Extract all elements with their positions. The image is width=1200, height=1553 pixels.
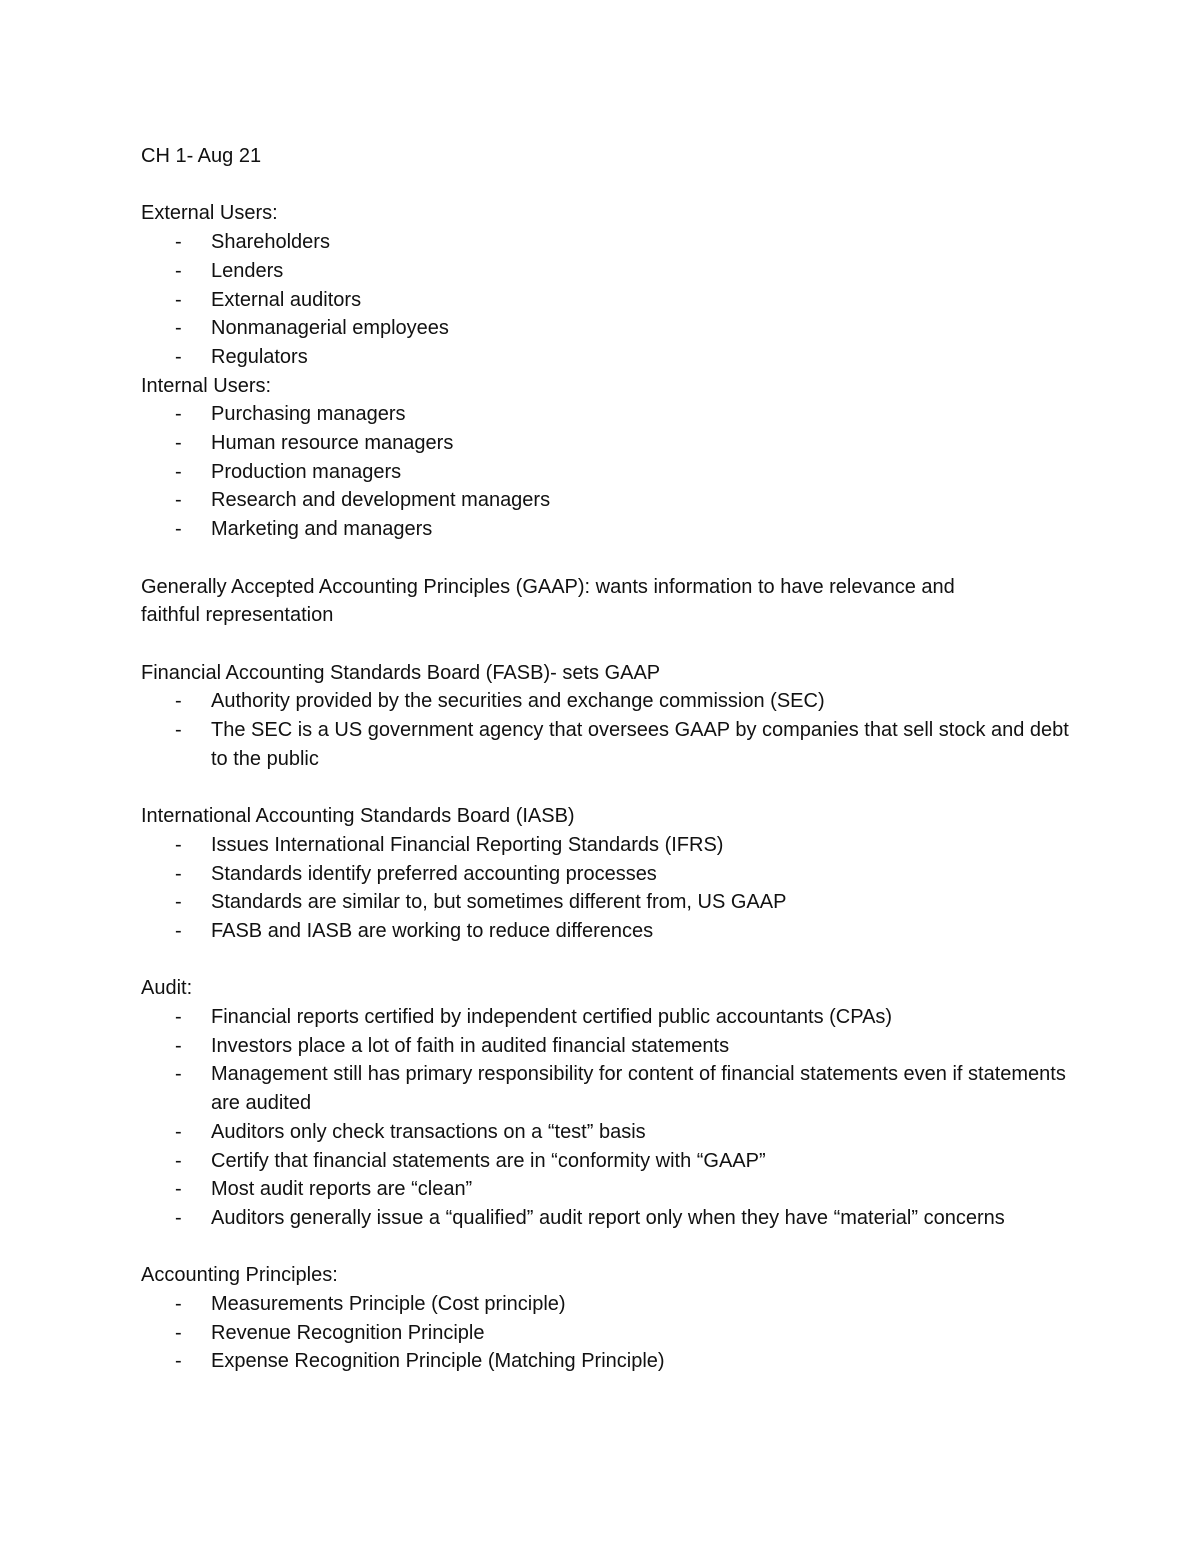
list-item-text: Measurements Principle (Cost principle)	[211, 1293, 566, 1316]
list-item	[141, 515, 1081, 544]
list-item-text: Issues International Financial Reporting Standards (IFRS)	[211, 833, 724, 856]
audit-heading: Audit:	[141, 977, 193, 1000]
list-item	[141, 314, 1081, 343]
list-item-text: Production managers	[211, 460, 402, 483]
dash-bullet: -	[175, 317, 182, 340]
dash-bullet: -	[175, 891, 182, 914]
list-item-text: Authority provided by the securities and exchange commission (SEC)	[211, 690, 825, 713]
list-item	[141, 1319, 1081, 1348]
list-item	[141, 343, 1081, 372]
principles-heading: Accounting Principles:	[141, 1264, 338, 1287]
external-users-list	[141, 228, 1081, 372]
list-item-text: Regulators	[211, 345, 308, 368]
list-item-text: FASB and IASB are working to reduce differences	[211, 919, 654, 942]
dash-bullet: -	[175, 231, 182, 254]
principles-list	[141, 1290, 1081, 1376]
dash-bullet: -	[175, 403, 182, 426]
list-item-text: Management still has primary responsibility for content of financial statements even if statements are audited	[211, 1063, 1066, 1115]
spacer	[141, 544, 1081, 573]
list-item	[141, 860, 1081, 889]
list-item	[141, 687, 1081, 716]
dash-bullet: -	[175, 833, 182, 856]
spacer	[141, 630, 1081, 659]
list-item	[141, 917, 1081, 946]
document-title: CH 1- Aug 21	[141, 145, 262, 167]
list-item	[141, 257, 1081, 286]
list-item-text: Certify that financial statements are in “conformity with “GAAP”	[211, 1149, 766, 1172]
list-item	[141, 1060, 1081, 1117]
list-item-text: Human resource managers	[211, 432, 454, 455]
iasb-heading: International Accounting Standards Board (IASB)	[141, 805, 575, 828]
dash-bullet: -	[175, 259, 182, 282]
list-item-text: Revenue Recognition Principle	[211, 1321, 485, 1344]
list-item	[141, 228, 1081, 257]
dash-bullet: -	[175, 1321, 182, 1344]
external-users-heading: External Users:	[141, 202, 278, 225]
list-item-text: Auditors only check transactions on a “test” basis	[211, 1120, 646, 1143]
list-item-text: Purchasing managers	[211, 403, 406, 426]
dash-bullet: -	[175, 1206, 182, 1229]
dash-bullet: -	[175, 862, 182, 885]
list-item	[141, 1032, 1081, 1061]
iasb-list	[141, 831, 1081, 946]
list-item-text: Research and development managers	[211, 489, 551, 512]
list-item	[141, 1147, 1081, 1176]
list-item	[141, 1204, 1081, 1233]
list-item	[141, 429, 1081, 458]
list-item-text: Standards identify preferred accounting processes	[211, 862, 657, 885]
dash-bullet: -	[175, 1149, 182, 1172]
list-item	[141, 888, 1081, 917]
list-item	[141, 400, 1081, 429]
dash-bullet: -	[175, 690, 182, 713]
list-item-text: Most audit reports are “clean”	[211, 1178, 473, 1201]
list-item	[141, 716, 1081, 773]
dash-bullet: -	[175, 460, 182, 483]
internal-users-heading: Internal Users:	[141, 374, 272, 397]
dash-bullet: -	[175, 919, 182, 942]
dash-bullet: -	[175, 1178, 182, 1201]
document-body	[141, 142, 1081, 1376]
fasb-list	[141, 687, 1081, 773]
list-item-text: Auditors generally issue a “qualified” audit report only when they have “material” concerns	[211, 1206, 1005, 1229]
fasb-heading: Financial Accounting Standards Board (FASB)- sets GAAP	[141, 661, 661, 684]
list-item-text: Lenders	[211, 259, 284, 282]
internal-users-list	[141, 400, 1081, 544]
dash-bullet: -	[175, 518, 182, 541]
dash-bullet: -	[175, 1006, 182, 1029]
gaap-line-1: Generally Accepted Accounting Principles (GAAP): wants information to have relevance and	[141, 575, 955, 598]
dash-bullet: -	[175, 1063, 182, 1086]
spacer	[141, 773, 1081, 802]
list-item-text: Investors place a lot of faith in audited financial statements	[211, 1034, 730, 1057]
dash-bullet: -	[175, 1350, 182, 1373]
spacer	[141, 946, 1081, 975]
list-item-text: Nonmanagerial employees	[211, 317, 449, 340]
dash-bullet: -	[175, 719, 182, 742]
spacer	[141, 1233, 1081, 1262]
dash-bullet: -	[175, 1293, 182, 1316]
dash-bullet: -	[175, 288, 182, 311]
dash-bullet: -	[175, 1034, 182, 1057]
gaap-line-2: faithful representation	[141, 604, 334, 627]
list-item	[141, 486, 1081, 515]
list-item	[141, 1347, 1081, 1376]
dash-bullet: -	[175, 432, 182, 455]
dash-bullet: -	[175, 345, 182, 368]
list-item	[141, 286, 1081, 315]
audit-list	[141, 1003, 1081, 1233]
list-item-text: Marketing and managers	[211, 518, 433, 541]
dash-bullet: -	[175, 489, 182, 512]
list-item-text: Standards are similar to, but sometimes different from, US GAAP	[211, 891, 787, 914]
list-item-text: External auditors	[211, 288, 362, 311]
list-item	[141, 1118, 1081, 1147]
spacer	[141, 171, 1081, 200]
list-item-text: Shareholders	[211, 231, 330, 254]
list-item	[141, 458, 1081, 487]
list-item	[141, 1003, 1081, 1032]
list-item	[141, 1290, 1081, 1319]
list-item-text: Expense Recognition Principle (Matching Principle)	[211, 1350, 665, 1373]
list-item-text: The SEC is a US government agency that oversees GAAP by companies that sell stock and debt to the public	[211, 719, 1069, 770]
dash-bullet: -	[175, 1120, 182, 1143]
list-item-text: Financial reports certified by independent certified public accountants (CPAs)	[211, 1006, 893, 1029]
list-item	[141, 1175, 1081, 1204]
list-item	[141, 831, 1081, 860]
